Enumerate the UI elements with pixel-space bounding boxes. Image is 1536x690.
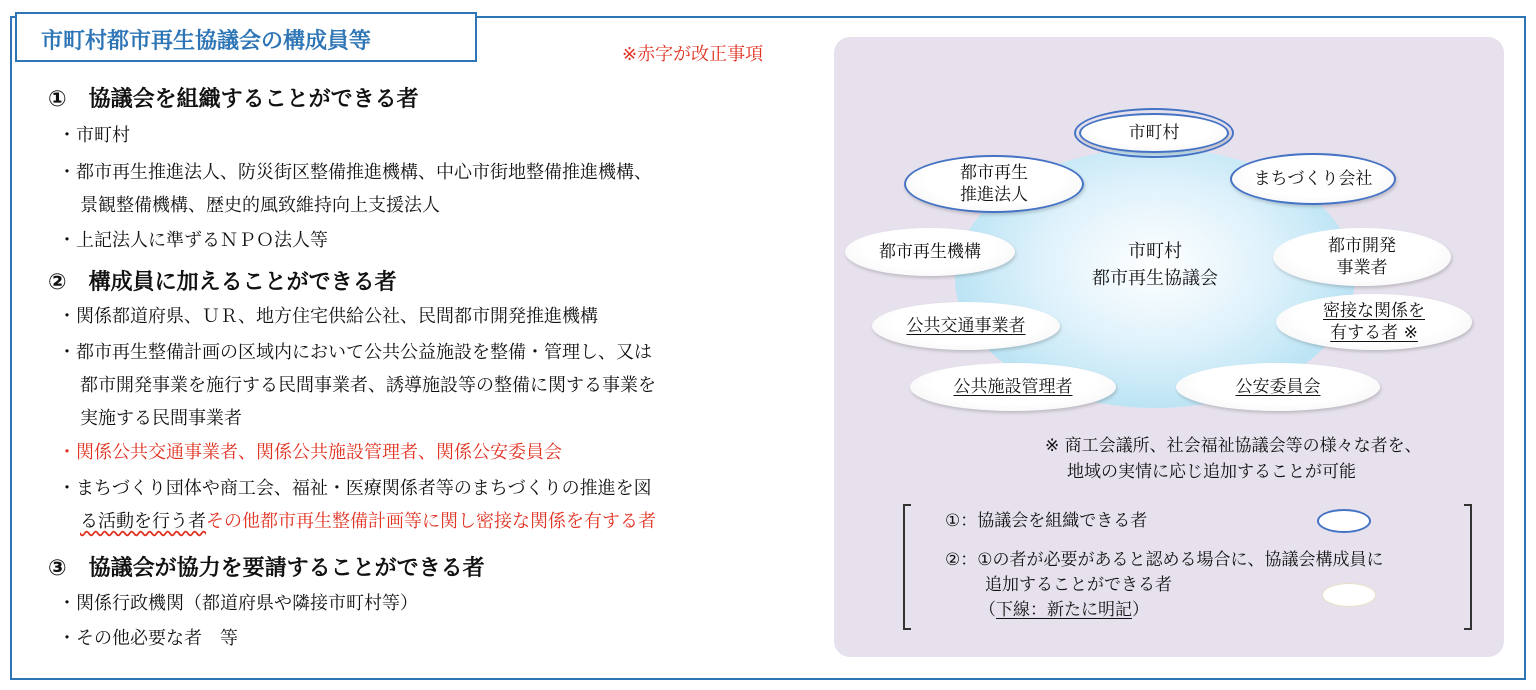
- node-machizukuri-company: まちづくり会社: [1230, 153, 1396, 205]
- legend-blue-ellipse: [1317, 509, 1371, 533]
- node-closely-related-party: 密接な関係を 有する者 ※: [1276, 294, 1472, 350]
- council-center-label: 市町村 都市再生協議会: [1092, 241, 1218, 289]
- node-urban-developer: 都市開発 事業者: [1273, 228, 1451, 286]
- node-public-transport-operator: 公共交通事業者: [872, 302, 1060, 350]
- legend-bracket-right: [1464, 504, 1472, 630]
- node-urban-renewal-promotion-corp: 都市再生 推進法人: [904, 155, 1084, 213]
- list-item: ・市町村: [58, 125, 130, 146]
- list-item: ・その他必要な者 等: [58, 628, 238, 649]
- section-1-heading: ① 協議会を組織することができる者: [48, 87, 419, 112]
- section-3-heading: ③ 協議会が協力を要請することができる者: [48, 556, 485, 581]
- list-item: ・関係公共交通事業者、関係公共施設管理者、関係公安委員会: [58, 442, 562, 463]
- page-title: 市町村都市再生協議会の構成員等: [15, 12, 477, 62]
- list-item: ・まちづくり団体や商工会、福祉・医療関係者等のまちづくりの推進を図 る活動を行う者その他都市再生整備計画等に関し密接な関係を有する者: [58, 478, 656, 532]
- list-item: ・上記法人に準ずるＮＰＯ法人等: [58, 230, 328, 251]
- legend-bracket-left: [903, 504, 911, 630]
- section-2-heading: ② 構成員に加えることができる者: [48, 270, 397, 295]
- node-public-safety-commission: 公安委員会: [1176, 363, 1380, 411]
- list-item: ・関係行政機関（都道府県や隣接市町村等）: [58, 593, 418, 614]
- legend-plain-ellipse: [1322, 583, 1376, 607]
- list-item: ・都市再生推進法人、防災街区整備推進機構、中心市街地整備推進機構、 景観整備機構、歴史的風致維持向上支援法人: [58, 162, 652, 216]
- legend-item-2: ②：①の者が必要があると認める場合に、協議会構成員に 追加することができる者 （下線：新たに明記）: [945, 550, 1384, 620]
- node-public-facility-manager: 公共施設管理者: [910, 363, 1116, 411]
- revision-note: ※赤字が改正事項: [622, 44, 764, 65]
- list-item: ・都市再生整備計画の区域内において公共公益施設を整備・管理し、又は 都市開発事業を施行する民間事業者、誘導施設等の整備に関する事業を 実施する民間事業者: [58, 342, 656, 429]
- legend-item-1: ①：協議会を組織できる者: [945, 511, 1148, 531]
- diagram-footnote: ※ 商工会議所、社会福祉協議会等の様々な者を、 地域の実情に応じ追加することが可能: [1045, 436, 1422, 482]
- node-municipality: 市町村: [1079, 113, 1229, 153]
- list-item: ・関係都道府県、ＵＲ、地方住宅供給公社、民間都市開発推進機構: [58, 306, 598, 327]
- node-ur-agency: 都市再生機構: [845, 228, 1015, 276]
